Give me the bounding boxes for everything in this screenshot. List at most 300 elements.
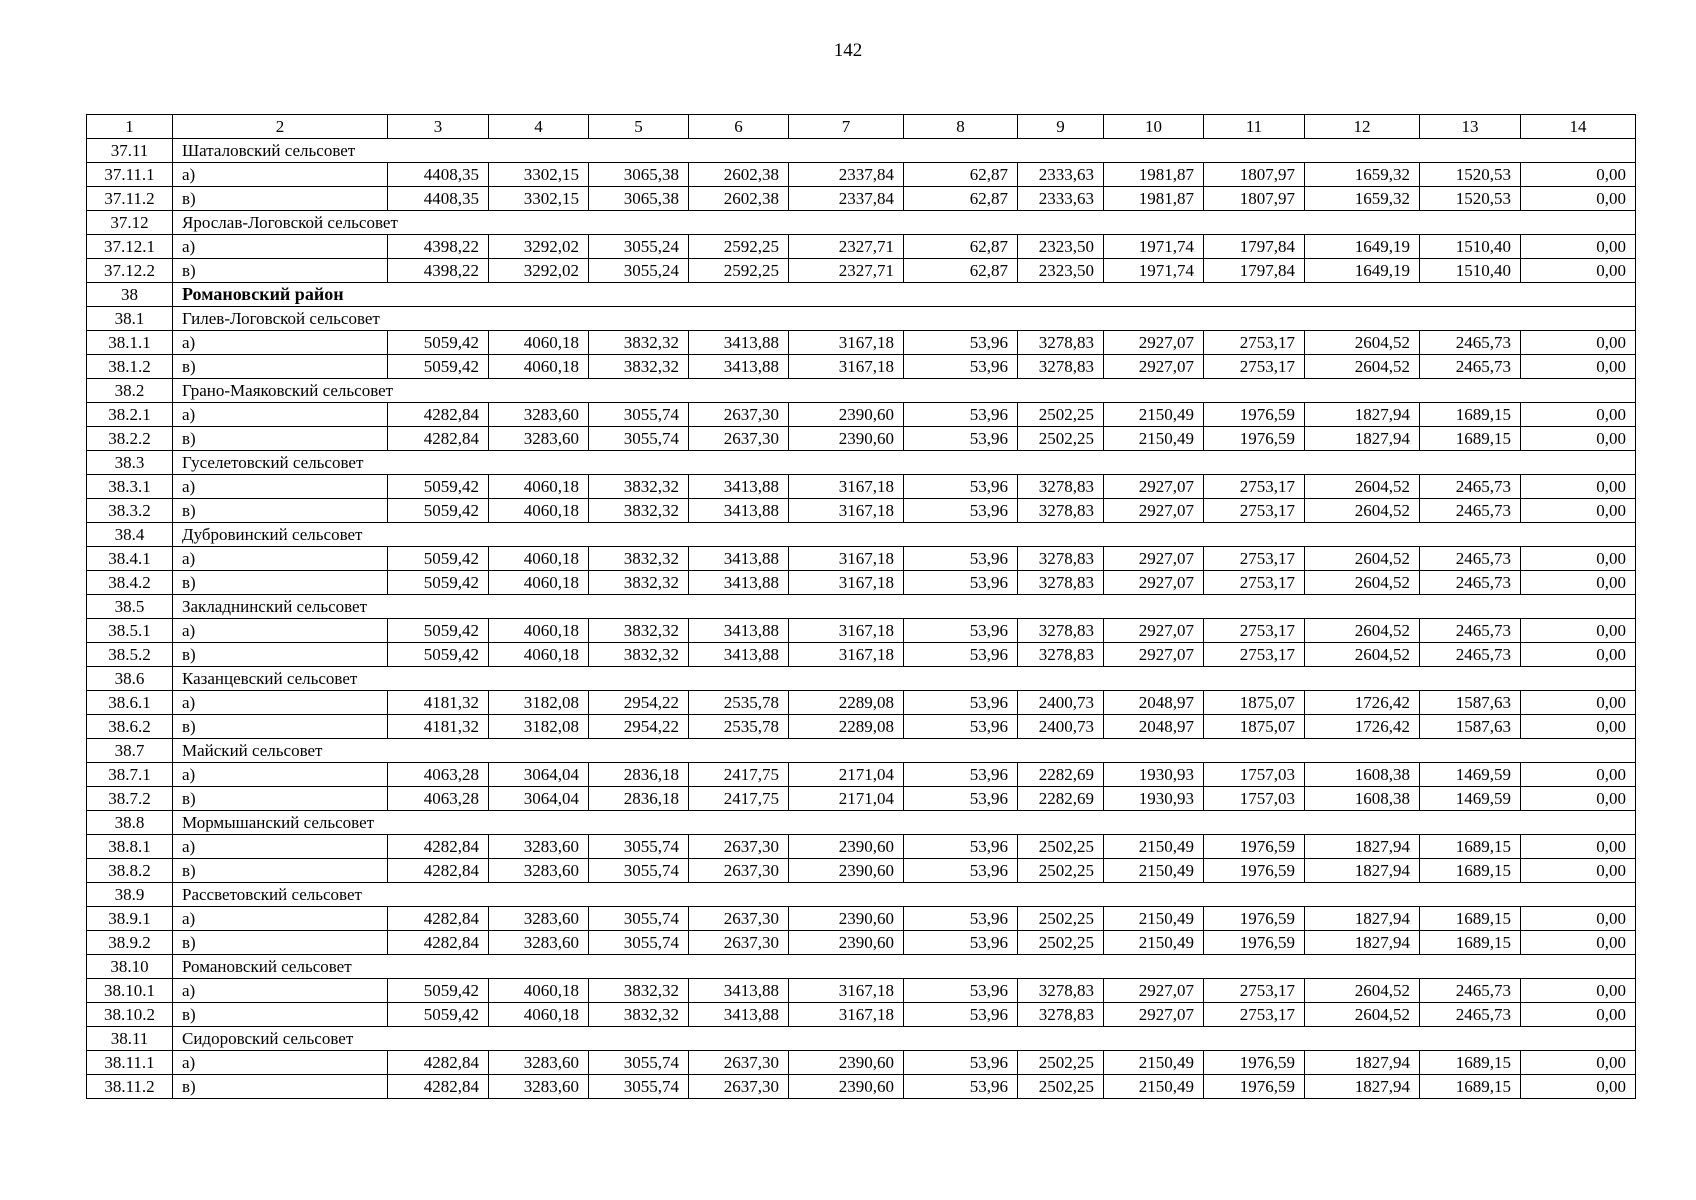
value-cell: 2604,52 <box>1305 547 1420 571</box>
value-cell: 2604,52 <box>1305 619 1420 643</box>
value-cell: 62,87 <box>904 187 1018 211</box>
value-cell: 3292,02 <box>489 235 589 259</box>
value-cell: 1875,07 <box>1204 715 1305 739</box>
row-number: 38.1 <box>87 307 173 331</box>
value-cell: 1608,38 <box>1305 763 1420 787</box>
value-cell: 2604,52 <box>1305 355 1420 379</box>
value-cell: 1689,15 <box>1420 907 1521 931</box>
section-title: Сидоровский сельсовет <box>173 1027 1636 1051</box>
value-cell: 2927,07 <box>1104 979 1204 1003</box>
value-cell: 5059,42 <box>388 643 489 667</box>
row-number: 38.9 <box>87 883 173 907</box>
value-cell: 53,96 <box>904 787 1018 811</box>
value-cell: 2637,30 <box>689 1051 789 1075</box>
value-cell: 1726,42 <box>1305 691 1420 715</box>
column-header-row <box>87 115 1636 139</box>
value-cell: 2502,25 <box>1018 1075 1104 1099</box>
value-cell: 1757,03 <box>1204 763 1305 787</box>
value-cell: 3278,83 <box>1018 979 1104 1003</box>
value-cell: 3283,60 <box>489 1075 589 1099</box>
row-label: в) <box>173 355 388 379</box>
value-cell: 0,00 <box>1521 187 1636 211</box>
value-cell: 5059,42 <box>388 619 489 643</box>
value-cell: 3055,74 <box>589 1051 689 1075</box>
value-cell: 4398,22 <box>388 235 489 259</box>
district-title: Романовский район <box>173 283 1636 307</box>
value-cell: 1649,19 <box>1305 235 1420 259</box>
value-cell: 53,96 <box>904 331 1018 355</box>
value-cell: 0,00 <box>1521 1051 1636 1075</box>
district-row <box>87 283 1636 307</box>
value-cell: 4063,28 <box>388 787 489 811</box>
value-cell: 2604,52 <box>1305 979 1420 1003</box>
column-header: 8 <box>904 115 1018 139</box>
value-cell: 2954,22 <box>589 715 689 739</box>
value-cell: 2323,50 <box>1018 259 1104 283</box>
value-cell: 3283,60 <box>489 835 589 859</box>
section-row <box>87 451 1636 475</box>
value-cell: 3832,32 <box>589 979 689 1003</box>
section-row <box>87 739 1636 763</box>
value-cell: 2927,07 <box>1104 1003 1204 1027</box>
value-cell: 2927,07 <box>1104 571 1204 595</box>
row-label: а) <box>173 547 388 571</box>
value-cell: 2602,38 <box>689 163 789 187</box>
value-cell: 2465,73 <box>1420 547 1521 571</box>
value-cell: 53,96 <box>904 355 1018 379</box>
table-row <box>87 163 1636 187</box>
value-cell: 1930,93 <box>1104 763 1204 787</box>
value-cell: 2390,60 <box>789 859 904 883</box>
value-cell: 53,96 <box>904 427 1018 451</box>
value-cell: 3283,60 <box>489 907 589 931</box>
value-cell: 0,00 <box>1521 499 1636 523</box>
table-row <box>87 907 1636 931</box>
value-cell: 1520,53 <box>1420 187 1521 211</box>
value-cell: 3167,18 <box>789 547 904 571</box>
value-cell: 2390,60 <box>789 1051 904 1075</box>
table-row <box>87 331 1636 355</box>
value-cell: 2927,07 <box>1104 499 1204 523</box>
value-cell: 2637,30 <box>689 931 789 955</box>
value-cell: 3055,74 <box>589 427 689 451</box>
value-cell: 3283,60 <box>489 427 589 451</box>
value-cell: 3278,83 <box>1018 1003 1104 1027</box>
value-cell: 2753,17 <box>1204 499 1305 523</box>
value-cell: 1976,59 <box>1204 907 1305 931</box>
value-cell: 2150,49 <box>1104 427 1204 451</box>
section-row <box>87 139 1636 163</box>
value-cell: 2465,73 <box>1420 499 1521 523</box>
value-cell: 2753,17 <box>1204 571 1305 595</box>
table-row <box>87 859 1636 883</box>
row-label: а) <box>173 835 388 859</box>
value-cell: 53,96 <box>904 715 1018 739</box>
row-number: 37.12 <box>87 211 173 235</box>
table-row <box>87 1075 1636 1099</box>
value-cell: 1827,94 <box>1305 835 1420 859</box>
value-cell: 1976,59 <box>1204 1075 1305 1099</box>
value-cell: 0,00 <box>1521 1075 1636 1099</box>
table-row <box>87 403 1636 427</box>
value-cell: 53,96 <box>904 547 1018 571</box>
value-cell: 3167,18 <box>789 475 904 499</box>
row-number: 38 <box>87 283 173 307</box>
value-cell: 3055,74 <box>589 403 689 427</box>
value-cell: 2753,17 <box>1204 1003 1305 1027</box>
column-header: 6 <box>689 115 789 139</box>
value-cell: 2150,49 <box>1104 1075 1204 1099</box>
section-title: Казанцевский сельсовет <box>173 667 1636 691</box>
table-row <box>87 763 1636 787</box>
value-cell: 2465,73 <box>1420 643 1521 667</box>
row-number: 38.6 <box>87 667 173 691</box>
table-row <box>87 355 1636 379</box>
value-cell: 2927,07 <box>1104 619 1204 643</box>
value-cell: 3413,88 <box>689 475 789 499</box>
value-cell: 2390,60 <box>789 931 904 955</box>
value-cell: 2289,08 <box>789 691 904 715</box>
value-cell: 0,00 <box>1521 331 1636 355</box>
table-row <box>87 427 1636 451</box>
row-number: 38.5 <box>87 595 173 619</box>
value-cell: 3278,83 <box>1018 475 1104 499</box>
table-row <box>87 643 1636 667</box>
value-cell: 2390,60 <box>789 427 904 451</box>
value-cell: 4282,84 <box>388 835 489 859</box>
value-cell: 2150,49 <box>1104 835 1204 859</box>
value-cell: 5059,42 <box>388 475 489 499</box>
value-cell: 1827,94 <box>1305 427 1420 451</box>
value-cell: 53,96 <box>904 859 1018 883</box>
value-cell: 2150,49 <box>1104 931 1204 955</box>
row-number: 37.12.2 <box>87 259 173 283</box>
section-title: Грано-Маяковский сельсовет <box>173 379 1636 403</box>
value-cell: 2604,52 <box>1305 571 1420 595</box>
value-cell: 53,96 <box>904 475 1018 499</box>
section-title: Дубровинский сельсовет <box>173 523 1636 547</box>
row-number: 38.11.2 <box>87 1075 173 1099</box>
value-cell: 0,00 <box>1521 235 1636 259</box>
value-cell: 2927,07 <box>1104 475 1204 499</box>
row-number: 38.2.1 <box>87 403 173 427</box>
row-label: а) <box>173 163 388 187</box>
value-cell: 2753,17 <box>1204 355 1305 379</box>
value-cell: 3278,83 <box>1018 547 1104 571</box>
value-cell: 2333,63 <box>1018 187 1104 211</box>
value-cell: 2333,63 <box>1018 163 1104 187</box>
row-number: 38.5.1 <box>87 619 173 643</box>
value-cell: 0,00 <box>1521 715 1636 739</box>
value-cell: 1981,87 <box>1104 163 1204 187</box>
value-cell: 4060,18 <box>489 1003 589 1027</box>
column-header: 1 <box>87 115 173 139</box>
value-cell: 3278,83 <box>1018 499 1104 523</box>
table-row <box>87 235 1636 259</box>
row-label: в) <box>173 643 388 667</box>
value-cell: 0,00 <box>1521 787 1636 811</box>
value-cell: 53,96 <box>904 907 1018 931</box>
value-cell: 3832,32 <box>589 643 689 667</box>
value-cell: 5059,42 <box>388 331 489 355</box>
section-row <box>87 211 1636 235</box>
row-label: в) <box>173 715 388 739</box>
value-cell: 1689,15 <box>1420 1075 1521 1099</box>
value-cell: 3055,24 <box>589 235 689 259</box>
value-cell: 2927,07 <box>1104 547 1204 571</box>
row-number: 37.11.2 <box>87 187 173 211</box>
row-label: а) <box>173 619 388 643</box>
value-cell: 3182,08 <box>489 715 589 739</box>
value-cell: 1976,59 <box>1204 835 1305 859</box>
value-cell: 4282,84 <box>388 427 489 451</box>
value-cell: 53,96 <box>904 499 1018 523</box>
value-cell: 2753,17 <box>1204 547 1305 571</box>
column-header: 13 <box>1420 115 1521 139</box>
value-cell: 2465,73 <box>1420 979 1521 1003</box>
column-header: 5 <box>589 115 689 139</box>
value-cell: 62,87 <box>904 259 1018 283</box>
value-cell: 1827,94 <box>1305 1051 1420 1075</box>
value-cell: 1689,15 <box>1420 1051 1521 1075</box>
value-cell: 2282,69 <box>1018 787 1104 811</box>
value-cell: 2637,30 <box>689 403 789 427</box>
value-cell: 0,00 <box>1521 643 1636 667</box>
row-label: а) <box>173 475 388 499</box>
value-cell: 1469,59 <box>1420 787 1521 811</box>
value-cell: 2150,49 <box>1104 1051 1204 1075</box>
value-cell: 3167,18 <box>789 619 904 643</box>
value-cell: 3302,15 <box>489 187 589 211</box>
value-cell: 1971,74 <box>1104 235 1204 259</box>
value-cell: 4408,35 <box>388 163 489 187</box>
row-label: в) <box>173 859 388 883</box>
value-cell: 62,87 <box>904 235 1018 259</box>
value-cell: 4060,18 <box>489 979 589 1003</box>
row-number: 38.10.1 <box>87 979 173 1003</box>
row-number: 38.4.1 <box>87 547 173 571</box>
value-cell: 3055,74 <box>589 835 689 859</box>
value-cell: 2753,17 <box>1204 619 1305 643</box>
value-cell: 3832,32 <box>589 1003 689 1027</box>
value-cell: 53,96 <box>904 691 1018 715</box>
table-row <box>87 715 1636 739</box>
row-number: 38.3.2 <box>87 499 173 523</box>
value-cell: 2604,52 <box>1305 643 1420 667</box>
row-number: 38.4 <box>87 523 173 547</box>
row-label: в) <box>173 499 388 523</box>
value-cell: 2604,52 <box>1305 475 1420 499</box>
row-number: 38.7.2 <box>87 787 173 811</box>
value-cell: 53,96 <box>904 931 1018 955</box>
value-cell: 3413,88 <box>689 331 789 355</box>
value-cell: 2602,38 <box>689 187 789 211</box>
value-cell: 0,00 <box>1521 979 1636 1003</box>
value-cell: 2637,30 <box>689 859 789 883</box>
row-number: 37.11 <box>87 139 173 163</box>
value-cell: 2150,49 <box>1104 859 1204 883</box>
value-cell: 2502,25 <box>1018 835 1104 859</box>
section-title: Романовский сельсовет <box>173 955 1636 979</box>
value-cell: 1827,94 <box>1305 931 1420 955</box>
row-label: в) <box>173 427 388 451</box>
value-cell: 53,96 <box>904 1051 1018 1075</box>
value-cell: 1510,40 <box>1420 235 1521 259</box>
value-cell: 3283,60 <box>489 859 589 883</box>
row-label: в) <box>173 571 388 595</box>
value-cell: 3065,38 <box>589 187 689 211</box>
row-label: в) <box>173 187 388 211</box>
value-cell: 2337,84 <box>789 163 904 187</box>
section-row <box>87 955 1636 979</box>
value-cell: 3065,38 <box>589 163 689 187</box>
value-cell: 1689,15 <box>1420 835 1521 859</box>
row-label: а) <box>173 1051 388 1075</box>
table-row <box>87 979 1636 1003</box>
value-cell: 3278,83 <box>1018 619 1104 643</box>
table-row <box>87 691 1636 715</box>
value-cell: 4282,84 <box>388 859 489 883</box>
section-title: Гуселетовский сельсовет <box>173 451 1636 475</box>
value-cell: 2592,25 <box>689 235 789 259</box>
value-cell: 2753,17 <box>1204 643 1305 667</box>
value-cell: 2502,25 <box>1018 859 1104 883</box>
value-cell: 2289,08 <box>789 715 904 739</box>
value-cell: 53,96 <box>904 835 1018 859</box>
value-cell: 1659,32 <box>1305 187 1420 211</box>
value-cell: 4060,18 <box>489 355 589 379</box>
value-cell: 3413,88 <box>689 1003 789 1027</box>
value-cell: 1976,59 <box>1204 1051 1305 1075</box>
value-cell: 53,96 <box>904 979 1018 1003</box>
value-cell: 1649,19 <box>1305 259 1420 283</box>
value-cell: 2400,73 <box>1018 691 1104 715</box>
row-label: а) <box>173 763 388 787</box>
value-cell: 5059,42 <box>388 571 489 595</box>
value-cell: 0,00 <box>1521 835 1636 859</box>
value-cell: 1689,15 <box>1420 427 1521 451</box>
value-cell: 4282,84 <box>388 931 489 955</box>
value-cell: 4060,18 <box>489 499 589 523</box>
value-cell: 2604,52 <box>1305 1003 1420 1027</box>
value-cell: 0,00 <box>1521 427 1636 451</box>
table-row <box>87 499 1636 523</box>
section-row <box>87 667 1636 691</box>
value-cell: 1797,84 <box>1204 259 1305 283</box>
value-cell: 3413,88 <box>689 979 789 1003</box>
value-cell: 3283,60 <box>489 403 589 427</box>
value-cell: 3832,32 <box>589 571 689 595</box>
value-cell: 1587,63 <box>1420 691 1521 715</box>
value-cell: 0,00 <box>1521 355 1636 379</box>
row-label: в) <box>173 931 388 955</box>
column-header: 11 <box>1204 115 1305 139</box>
value-cell: 1930,93 <box>1104 787 1204 811</box>
value-cell: 1976,59 <box>1204 403 1305 427</box>
value-cell: 1469,59 <box>1420 763 1521 787</box>
value-cell: 2502,25 <box>1018 1051 1104 1075</box>
value-cell: 1726,42 <box>1305 715 1420 739</box>
value-cell: 2502,25 <box>1018 907 1104 931</box>
value-cell: 1757,03 <box>1204 787 1305 811</box>
value-cell: 2465,73 <box>1420 475 1521 499</box>
value-cell: 0,00 <box>1521 907 1636 931</box>
value-cell: 2390,60 <box>789 1075 904 1099</box>
table-row <box>87 835 1636 859</box>
value-cell: 2535,78 <box>689 691 789 715</box>
tariff-table <box>86 114 1636 1099</box>
value-cell: 3055,74 <box>589 931 689 955</box>
section-title: Майский сельсовет <box>173 739 1636 763</box>
row-number: 38.9.1 <box>87 907 173 931</box>
row-number: 38.8.2 <box>87 859 173 883</box>
row-label: а) <box>173 331 388 355</box>
value-cell: 0,00 <box>1521 259 1636 283</box>
value-cell: 2836,18 <box>589 787 689 811</box>
column-header: 12 <box>1305 115 1420 139</box>
value-cell: 4181,32 <box>388 715 489 739</box>
value-cell: 3167,18 <box>789 979 904 1003</box>
value-cell: 1976,59 <box>1204 859 1305 883</box>
section-row <box>87 595 1636 619</box>
value-cell: 3832,32 <box>589 619 689 643</box>
section-title: Закладнинский сельсовет <box>173 595 1636 619</box>
value-cell: 0,00 <box>1521 475 1636 499</box>
value-cell: 2327,71 <box>789 235 904 259</box>
value-cell: 2171,04 <box>789 763 904 787</box>
value-cell: 3832,32 <box>589 547 689 571</box>
value-cell: 2502,25 <box>1018 403 1104 427</box>
row-number: 38.3.1 <box>87 475 173 499</box>
value-cell: 3413,88 <box>689 571 789 595</box>
value-cell: 2604,52 <box>1305 331 1420 355</box>
value-cell: 3413,88 <box>689 547 789 571</box>
value-cell: 2150,49 <box>1104 907 1204 931</box>
value-cell: 2637,30 <box>689 1075 789 1099</box>
value-cell: 2637,30 <box>689 427 789 451</box>
table-row <box>87 787 1636 811</box>
row-number: 38.9.2 <box>87 931 173 955</box>
value-cell: 4282,84 <box>388 1075 489 1099</box>
value-cell: 4060,18 <box>489 331 589 355</box>
value-cell: 4398,22 <box>388 259 489 283</box>
section-title: Мормышанский сельсовет <box>173 811 1636 835</box>
value-cell: 4282,84 <box>388 1051 489 1075</box>
value-cell: 2417,75 <box>689 787 789 811</box>
value-cell: 3413,88 <box>689 643 789 667</box>
table-row <box>87 1003 1636 1027</box>
value-cell: 1689,15 <box>1420 931 1521 955</box>
column-header: 14 <box>1521 115 1636 139</box>
row-label: а) <box>173 691 388 715</box>
value-cell: 2048,97 <box>1104 691 1204 715</box>
value-cell: 53,96 <box>904 643 1018 667</box>
value-cell: 3278,83 <box>1018 571 1104 595</box>
section-title: Гилев-Логовской сельсовет <box>173 307 1636 331</box>
value-cell: 4060,18 <box>489 571 589 595</box>
value-cell: 2390,60 <box>789 403 904 427</box>
value-cell: 0,00 <box>1521 691 1636 715</box>
value-cell: 1875,07 <box>1204 691 1305 715</box>
row-number: 37.11.1 <box>87 163 173 187</box>
value-cell: 2637,30 <box>689 835 789 859</box>
column-header: 3 <box>388 115 489 139</box>
table-row <box>87 1051 1636 1075</box>
table-body <box>87 115 1636 1099</box>
row-label: а) <box>173 403 388 427</box>
value-cell: 2150,49 <box>1104 403 1204 427</box>
value-cell: 2502,25 <box>1018 427 1104 451</box>
